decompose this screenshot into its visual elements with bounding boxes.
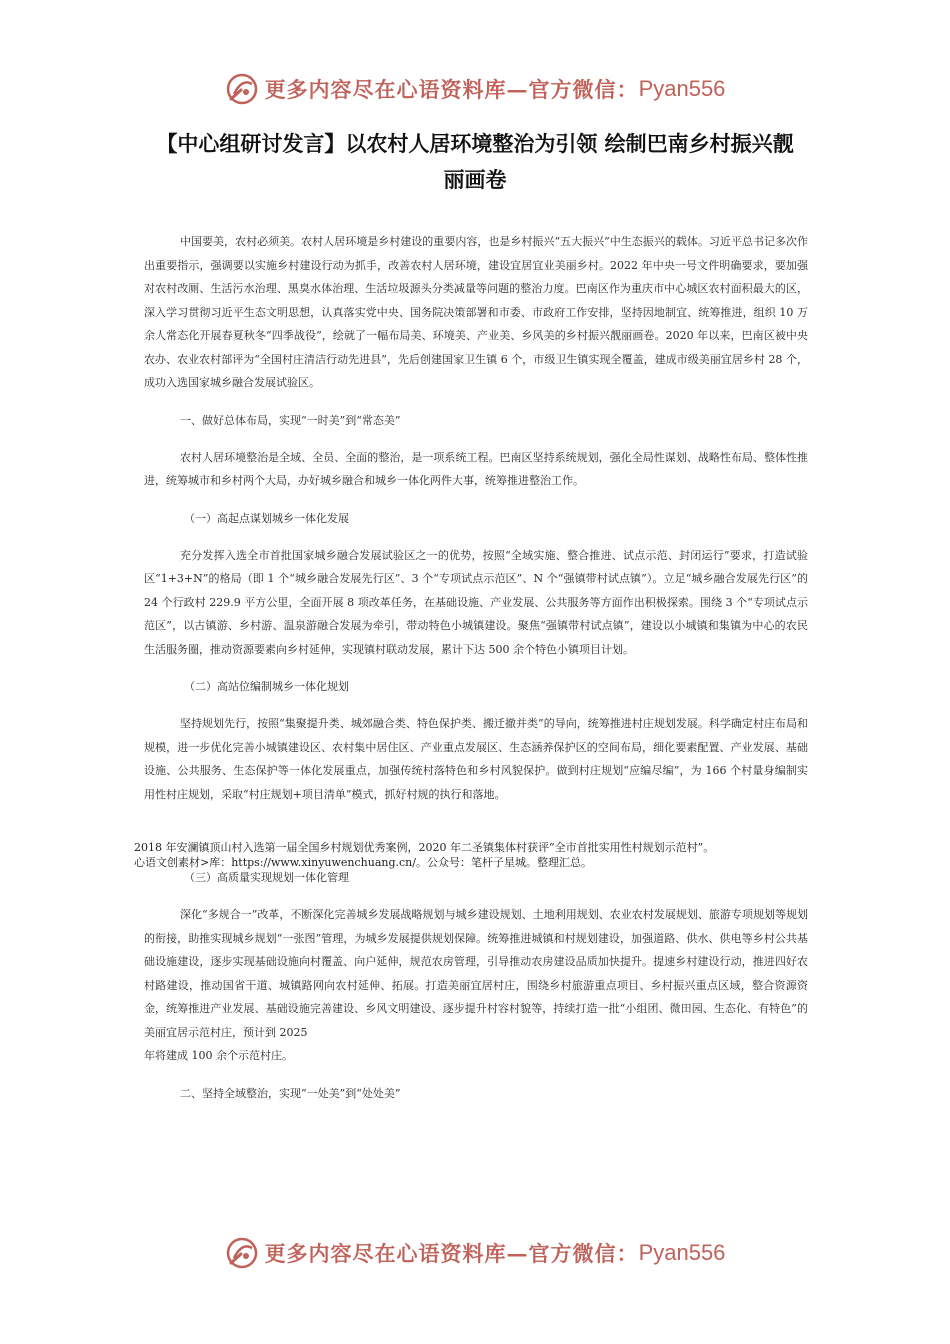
intro-paragraph: 中国要美，农村必须美。农村人居环境是乡村建设的重要内容，也是乡村振兴“五大振兴”中生态振兴的载体。习近平总书记多次作出重要指示，强调要以实施乡村建设行动为抓手，改善农村人居环境，建设宜居宜业美丽乡村。2022 年中央一号文件明确要求，要加强对农村改厕、生活污水治理、黑臭水体治理、生活垃圾源头分类减量等问题的整治力度。巴南区作为重庆市中心城区农村面积最大的区，深入学习贯彻习近平生态文明思想，认真落实党中央、国务院决策部署和市委、市政府工作安排，坚持因地制宜、统筹推进，组织 10 万余人常态化开展春夏秋冬“四季战役”，绘就了一幅布局美、环境美、产业美、乡风美的乡村振兴靓丽画卷。2020 年以来，巴南区被中央农办、农业农村部评为“全国村庄清洁行动先进县”，先后创建国家卫生镇 6 个，市级卫生镇实现全覆盖，建成市级美丽宜居乡村 28 个，成功入选国家城乡融合发展试验区。 [144, 235, 808, 389]
section-1-heading: 一、做好总体布局，实现“一时美”到“常态美” [180, 413, 401, 427]
logo-icon [225, 72, 259, 106]
footer-banner [0, 1236, 950, 1270]
document-body [144, 230, 808, 820]
subsection-2-heading: （二）高站位编制城乡一体化规划 [184, 680, 349, 693]
banner-wechat-id: Pyan556 [638, 76, 726, 101]
banner-text: 更多内容尽在心语资料库—官方微信： [264, 1241, 639, 1266]
note-line-1: 2018 年安澜镇顶山村入选第一届全国乡村规划优秀案例，2020 年二圣镇集体村获评“全市首批实用性村规划示范村”。 [134, 841, 715, 854]
banner-wechat-id: Pyan556 [638, 1240, 726, 1265]
logo-icon [225, 1236, 259, 1270]
subsection-1-paragraph: 充分发挥入选全市首批国家城乡融合发展试验区之一的优势，按照“全域实施、整合推进、试点示范、封闭运行”要求，打造试验区“1+3+N”的格局（即 1 个“城乡融合发展先行区”、3 个“专项试点示范区”、N 个“强镇带村试点镇”）。立足“城乡融合发展先行区”的 24 个行政村 229.9 平方公里，全面开展 8 项改革任务，在基础设施、产业发展、公共服务等方面作出积极探索。围绕 3 个“专项试点示范区”，以古镇游、乡村游、温泉游融合发展为牵引，带动特色小城镇建设。聚焦“强镇带村试点镇”，建设以小城镇和集镇为中心的农民生活服务圈，推动资源要素向乡村延伸，实现镇村联动发展，累计下达 500 余个特色小镇项目计划。 [144, 548, 808, 656]
subsection-2-paragraph: 坚持规划先行，按照“集聚提升类、城郊融合类、特色保护类、搬迁撤并类”的导向，统筹推进村庄规划发展。科学确定村庄布局和规模，进一步优化完善小城镇建设区、农村集中居住区、产业重点发展区、生态涵养保护区的空间布局，细化要素配置、产业发展、基础设施、公共服务、生态保护等一体化发展重点，加强传统村落特色和乡村风貌保护。做到村庄规划“应编尽编”，为 166 个村量身编制实用性村庄规划，采取“村庄规划+项目清单”模式，抓好村规的执行和落地。 [144, 717, 808, 801]
section-1-paragraph: 农村人居环境整治是全域、全员、全面的整治，是一项系统工程。巴南区坚持系统规划，强化全局性谋划、战略性布局、整体性推进，统筹城市和乡村两个大局，办好城乡融合和城乡一体化两件大事，统筹推进整治工作。 [144, 450, 808, 487]
subsection-3-heading: （三）高质量实现规划一体化管理 [184, 871, 349, 884]
note-line-2: 心语文创素材>库：https://www.xinyuwenchuang.cn/。公众号：笔杆子星城。整理汇总。 [134, 856, 592, 869]
banner-text: 更多内容尽在心语资料库—官方微信： [264, 77, 639, 102]
section-2-heading: 二、坚持全域整治，实现“一处美”到“处处美” [180, 1086, 401, 1100]
document-title: 【中心组研讨发言】以农村人居环境整治为引领 绘制巴南乡村振兴靓丽画卷 [156, 132, 794, 192]
header-banner [0, 72, 950, 106]
subsection-3-paragraph-end: 年将建成 100 余个示范村庄。 [144, 1049, 293, 1062]
document-body-continued [144, 866, 808, 1119]
subsection-3-paragraph: 深化“多规合一”改革，不断深化完善城乡发展战略规划与城乡建设规划、土地利用规划、农业农村发展规划、旅游专项规划等规划的衔接，助推实现城乡规划“一张图”管理，为城乡发展提供规划保障。统筹推进城镇和村规划建设，加强道路、供水、供电等乡村公共基础设施建设，逐步实现基础设施向村覆盖、向户延伸，规范农房管理，引导推动农房建设品质加快提升。提速乡村建设行动，推进四好农村路建设，推动国省干道、城镇路网向农村延伸、拓展。打造美丽宜居村庄，围绕乡村旅游重点项目、乡村振兴重点区域，整合资源资金，统筹推进产业发展、基础设施完善建设、乡风文明建设、逐步提升村容村貌等，持续打造一批“小组团、微田园、生态化、有特色”的美丽宜居示范村庄，预计到 2025 [144, 908, 808, 1039]
subsection-1-heading: （一）高起点谋划城乡一体化发展 [184, 511, 349, 525]
